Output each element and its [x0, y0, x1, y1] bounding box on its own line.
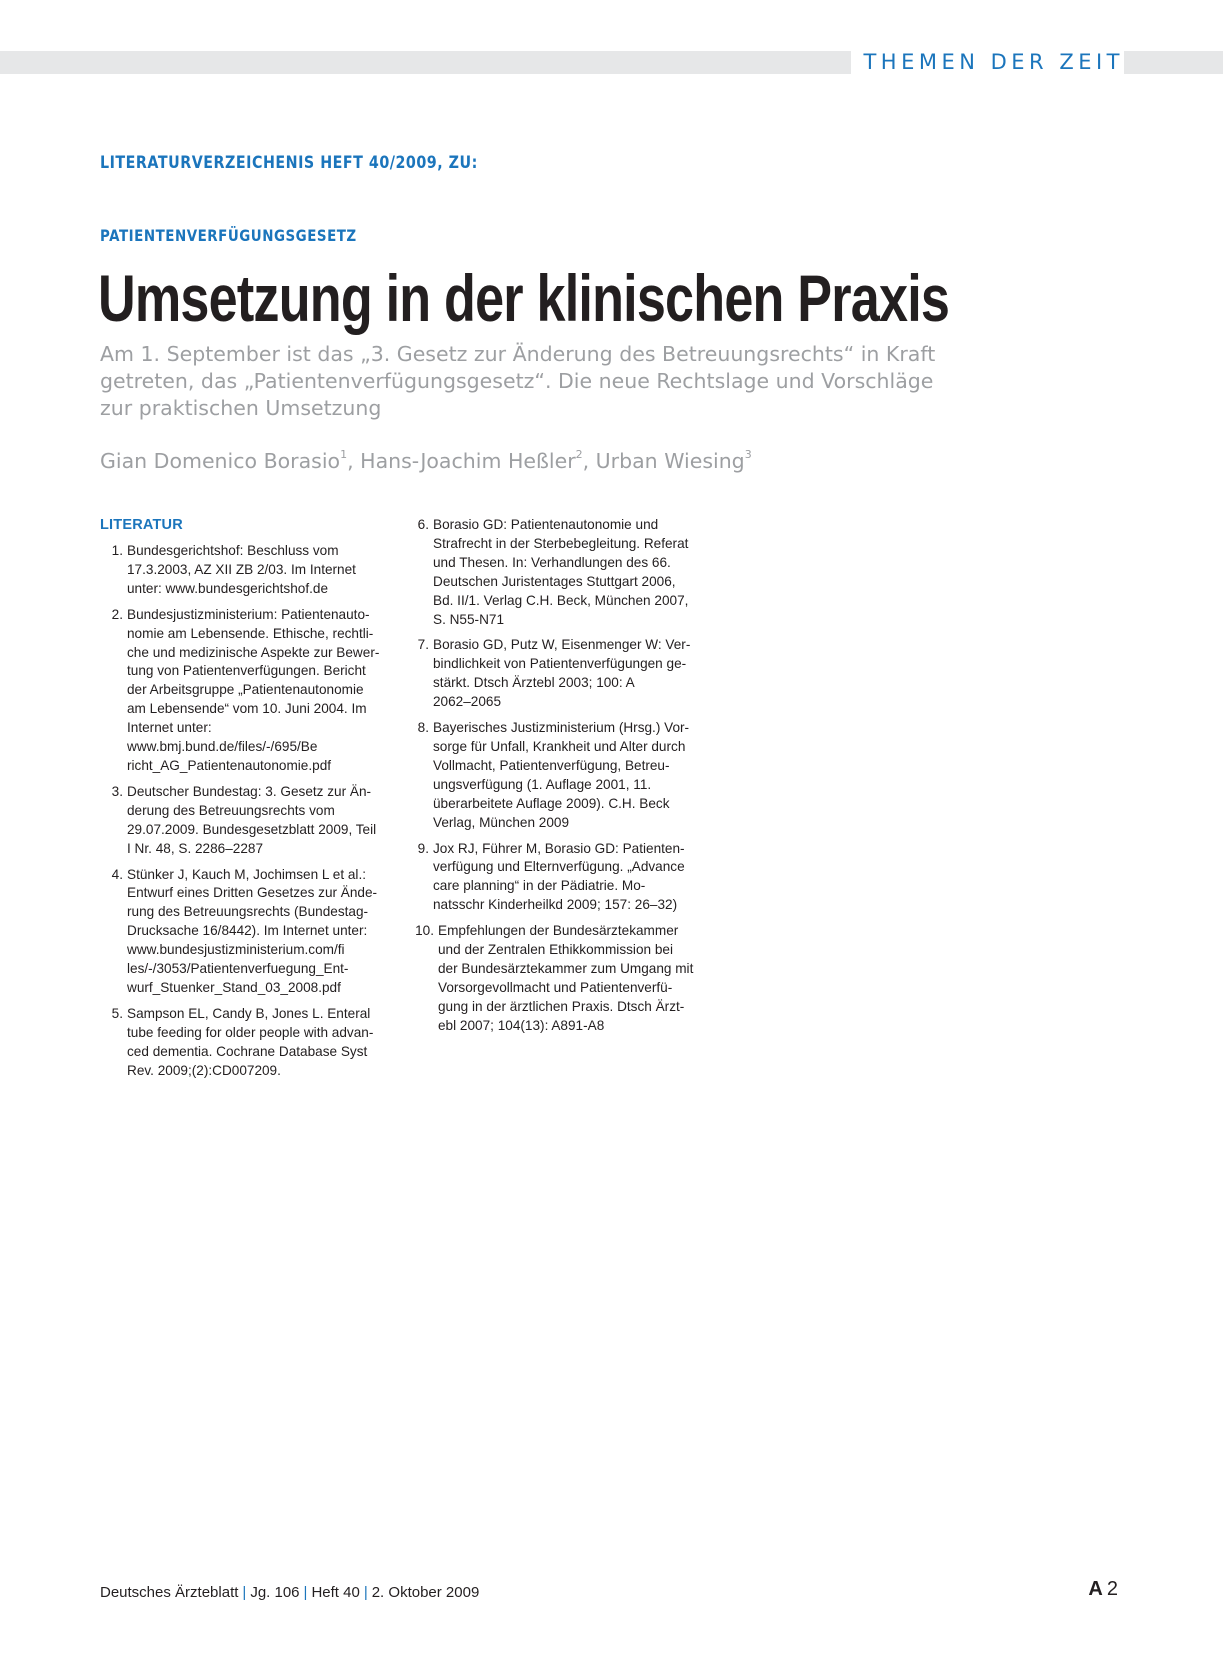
reference-item	[406, 516, 736, 629]
author-affiliation: 3	[744, 448, 752, 461]
reference-line: stärkt. Dtsch Ärztebl 2003; 100: A	[433, 675, 635, 691]
reference-line: nomie am Lebensende. Ethische, rechtli-	[127, 625, 374, 641]
reference-number: 5.	[111, 1005, 123, 1021]
reference-line: Strafrecht in der Sterbebegleitung. Referat	[433, 535, 689, 551]
reference-line: tung von Patientenverfügungen. Bericht	[127, 663, 366, 679]
reference-item	[406, 922, 736, 1035]
reference-number: 9.	[417, 840, 429, 856]
reference-line: Bundesjustizministerium: Patientenauto-	[127, 606, 370, 622]
references-column-left	[100, 516, 430, 1087]
reference-item	[100, 1005, 430, 1081]
reference-number: 8.	[417, 720, 429, 736]
reference-line: und der Zentralen Ethikkommission bei	[438, 942, 673, 958]
reference-number: 7.	[417, 637, 429, 653]
author-separator: ,	[347, 449, 361, 473]
footer-date: 2. Oktober 2009	[371, 1584, 480, 1601]
reference-line: Jox RJ, Führer M, Borasio GD: Patienten-	[433, 840, 685, 856]
reference-line: Deutscher Bundestag: 3. Gesetz zur Än-	[127, 783, 372, 799]
footer-separator: |	[303, 1584, 308, 1601]
reference-number: 1.	[111, 543, 123, 558]
reference-line: che und medizinische Aspekte zur Bewer-	[127, 644, 380, 660]
reference-line: Verlag, München 2009	[433, 814, 570, 830]
author-list	[100, 448, 752, 473]
reference-line: Vorsorgevollmacht und Patientenverfü-	[438, 979, 673, 995]
kicker-topic: PATIENTENVERFÜGUNGSGESETZ	[100, 226, 357, 245]
reference-text	[127, 1005, 389, 1081]
footer-separator: |	[242, 1584, 247, 1601]
reference-line: Borasio GD, Putz W, Eisenmenger W: Ver-	[433, 637, 691, 653]
reference-line: überarbeitete Auflage 2009). C.H. Beck	[433, 795, 670, 811]
reference-line: der Bundesärztekammer zum Umgang mit	[438, 960, 694, 976]
reference-line: tube feeding for older people with advan-	[127, 1024, 374, 1040]
reference-item	[100, 783, 430, 859]
footer-issue: Heft 40	[311, 1584, 360, 1601]
reference-line: Deutschen Juristentages Stuttgart 2006,	[433, 573, 676, 589]
author-separator: ,	[582, 449, 596, 473]
reference-line: Stünker J, Kauch M, Jochimsen L et al.:	[127, 866, 367, 882]
reference-line: I Nr. 48, S. 2286–2287	[127, 840, 264, 856]
author-name: Hans-Joachim Heßler	[360, 449, 576, 473]
reference-line: 17.3.2003, AZ XII ZB 2/03. Im Internet	[127, 561, 356, 577]
reference-item	[100, 542, 430, 599]
page-prefix: A	[1088, 1578, 1103, 1600]
reference-line: Empfehlungen der Bundesärztekammer	[438, 923, 679, 939]
reference-line: 29.07.2009. Bundesgesetzblatt 2009, Teil	[127, 821, 377, 837]
reference-line: Sampson EL, Candy B, Jones L. Enteral	[127, 1005, 371, 1021]
reference-line: sorge für Unfall, Krankheit und Alter durch	[433, 738, 686, 754]
lead-line: zur praktischen Umsetzung	[100, 396, 382, 420]
reference-line: natsschr Kinderheilkd 2009; 157: 26–32)	[433, 897, 678, 913]
page-number-value: 2	[1106, 1578, 1118, 1600]
reference-number: 10.	[415, 923, 434, 939]
reference-line: Bundesgerichtshof: Beschluss vom	[127, 543, 339, 558]
reference-line: Vollmacht, Patientenverfügung, Betreu-	[433, 757, 670, 773]
lead-paragraph	[100, 341, 960, 422]
reference-line: Bayerisches Justizministerium (Hrsg.) Vor-	[433, 720, 690, 736]
reference-number: 2.	[111, 606, 123, 622]
reference-line: gung in der ärztlichen Praxis. Dtsch Ärzt-	[438, 998, 685, 1014]
reference-text	[433, 516, 695, 629]
reference-line: bindlichkeit von Patientenverfügungen ge-	[433, 656, 687, 672]
author-affiliation: 2	[575, 448, 583, 461]
footer-journal: Deutsches Ärzteblatt	[100, 1584, 239, 1601]
reference-line: Internet unter:	[127, 720, 212, 736]
reference-text	[433, 636, 695, 712]
footer	[100, 1584, 479, 1601]
reference-text	[127, 542, 389, 599]
reference-line: Drucksache 16/8442). Im Internet unter:	[127, 923, 368, 939]
footer-volume: Jg. 106	[250, 1584, 300, 1601]
reference-item	[406, 840, 736, 916]
reference-text	[127, 783, 389, 859]
reference-item	[100, 866, 430, 998]
reference-line: ced dementia. Cochrane Database Syst	[127, 1043, 368, 1059]
reference-line: unter: www.bundesgerichtshof.de	[127, 580, 329, 596]
kicker-bibliography: LITERATURVERZEICHENIS HEFT 40/2009, ZU:	[100, 153, 478, 173]
reference-text	[433, 719, 695, 832]
reference-line: Entwurf eines Dritten Gesetzes zur Ände-	[127, 885, 378, 901]
reference-line: der Arbeitsgruppe „Patientenautonomie	[127, 682, 364, 698]
reference-item	[100, 606, 430, 776]
author-affiliation: 1	[340, 448, 348, 461]
references-column-right	[406, 516, 736, 1043]
reference-line: derung des Betreuungsrechts vom	[127, 802, 335, 818]
reference-line: verfügung und Elternverfügung. „Advance	[433, 859, 685, 875]
lead-line: getreten, das „Patientenverfügungsgesetz“. Die neue Rechtslage und Vorschläge	[100, 369, 934, 393]
reference-number: 6.	[417, 517, 429, 532]
author-name: Urban Wiesing	[595, 449, 745, 473]
reference-line: les/-/3053/Patientenverfuegung_Ent-	[127, 961, 349, 977]
headline: Umsetzung in der klinischen Praxis	[98, 261, 950, 335]
reference-text	[127, 606, 389, 776]
reference-text	[127, 866, 389, 998]
reference-number: 4.	[111, 866, 123, 882]
reference-item	[406, 636, 736, 712]
reference-line: www.bmj.bund.de/files/-/695/Be	[127, 739, 318, 755]
reference-line: www.bundesjustizministerium.com/fi	[127, 942, 345, 958]
reference-line: Bd. II/1. Verlag C.H. Beck, München 2007,	[433, 592, 689, 608]
reference-line: Borasio GD: Patientenautonomie und	[433, 517, 659, 532]
section-title: THEMEN DER ZEIT	[851, 49, 1124, 75]
reference-line: ebl 2007; 104(13): A891-A8	[438, 1017, 605, 1033]
page-number	[1088, 1578, 1118, 1601]
reference-text	[433, 840, 695, 916]
reference-line: richt_AG_Patientenautonomie.pdf	[127, 757, 332, 773]
reference-list	[100, 542, 430, 1080]
reference-line: 2062–2065	[433, 694, 502, 710]
literatur-heading: LITERATUR	[100, 517, 183, 533]
reference-line: und Thesen. In: Verhandlungen des 66.	[433, 554, 671, 570]
reference-line: S. N55-N71	[433, 611, 505, 627]
reference-line: am Lebensende“ vom 10. Juni 2004. Im	[127, 701, 367, 717]
lead-line: Am 1. September ist das „3. Gesetz zur Änderung des Betreuungsrechts“ in Kraft	[100, 342, 936, 366]
reference-line: Rev. 2009;(2):CD007209.	[127, 1062, 281, 1078]
author-name: Gian Domenico Borasio	[100, 449, 341, 473]
reference-line: rung des Betreuungsrechts (Bundestag-	[127, 904, 369, 920]
reference-line: ungsverfügung (1. Auflage 2001, 11.	[433, 776, 652, 792]
reference-line: care planning“ in der Pädiatrie. Mo-	[433, 878, 646, 894]
reference-line: wurf_Stuenker_Stand_03_2008.pdf	[127, 979, 341, 995]
reference-text	[438, 922, 700, 1035]
reference-list	[406, 516, 736, 1036]
footer-separator: |	[363, 1584, 368, 1601]
reference-number: 3.	[111, 783, 123, 799]
reference-item	[406, 719, 736, 832]
